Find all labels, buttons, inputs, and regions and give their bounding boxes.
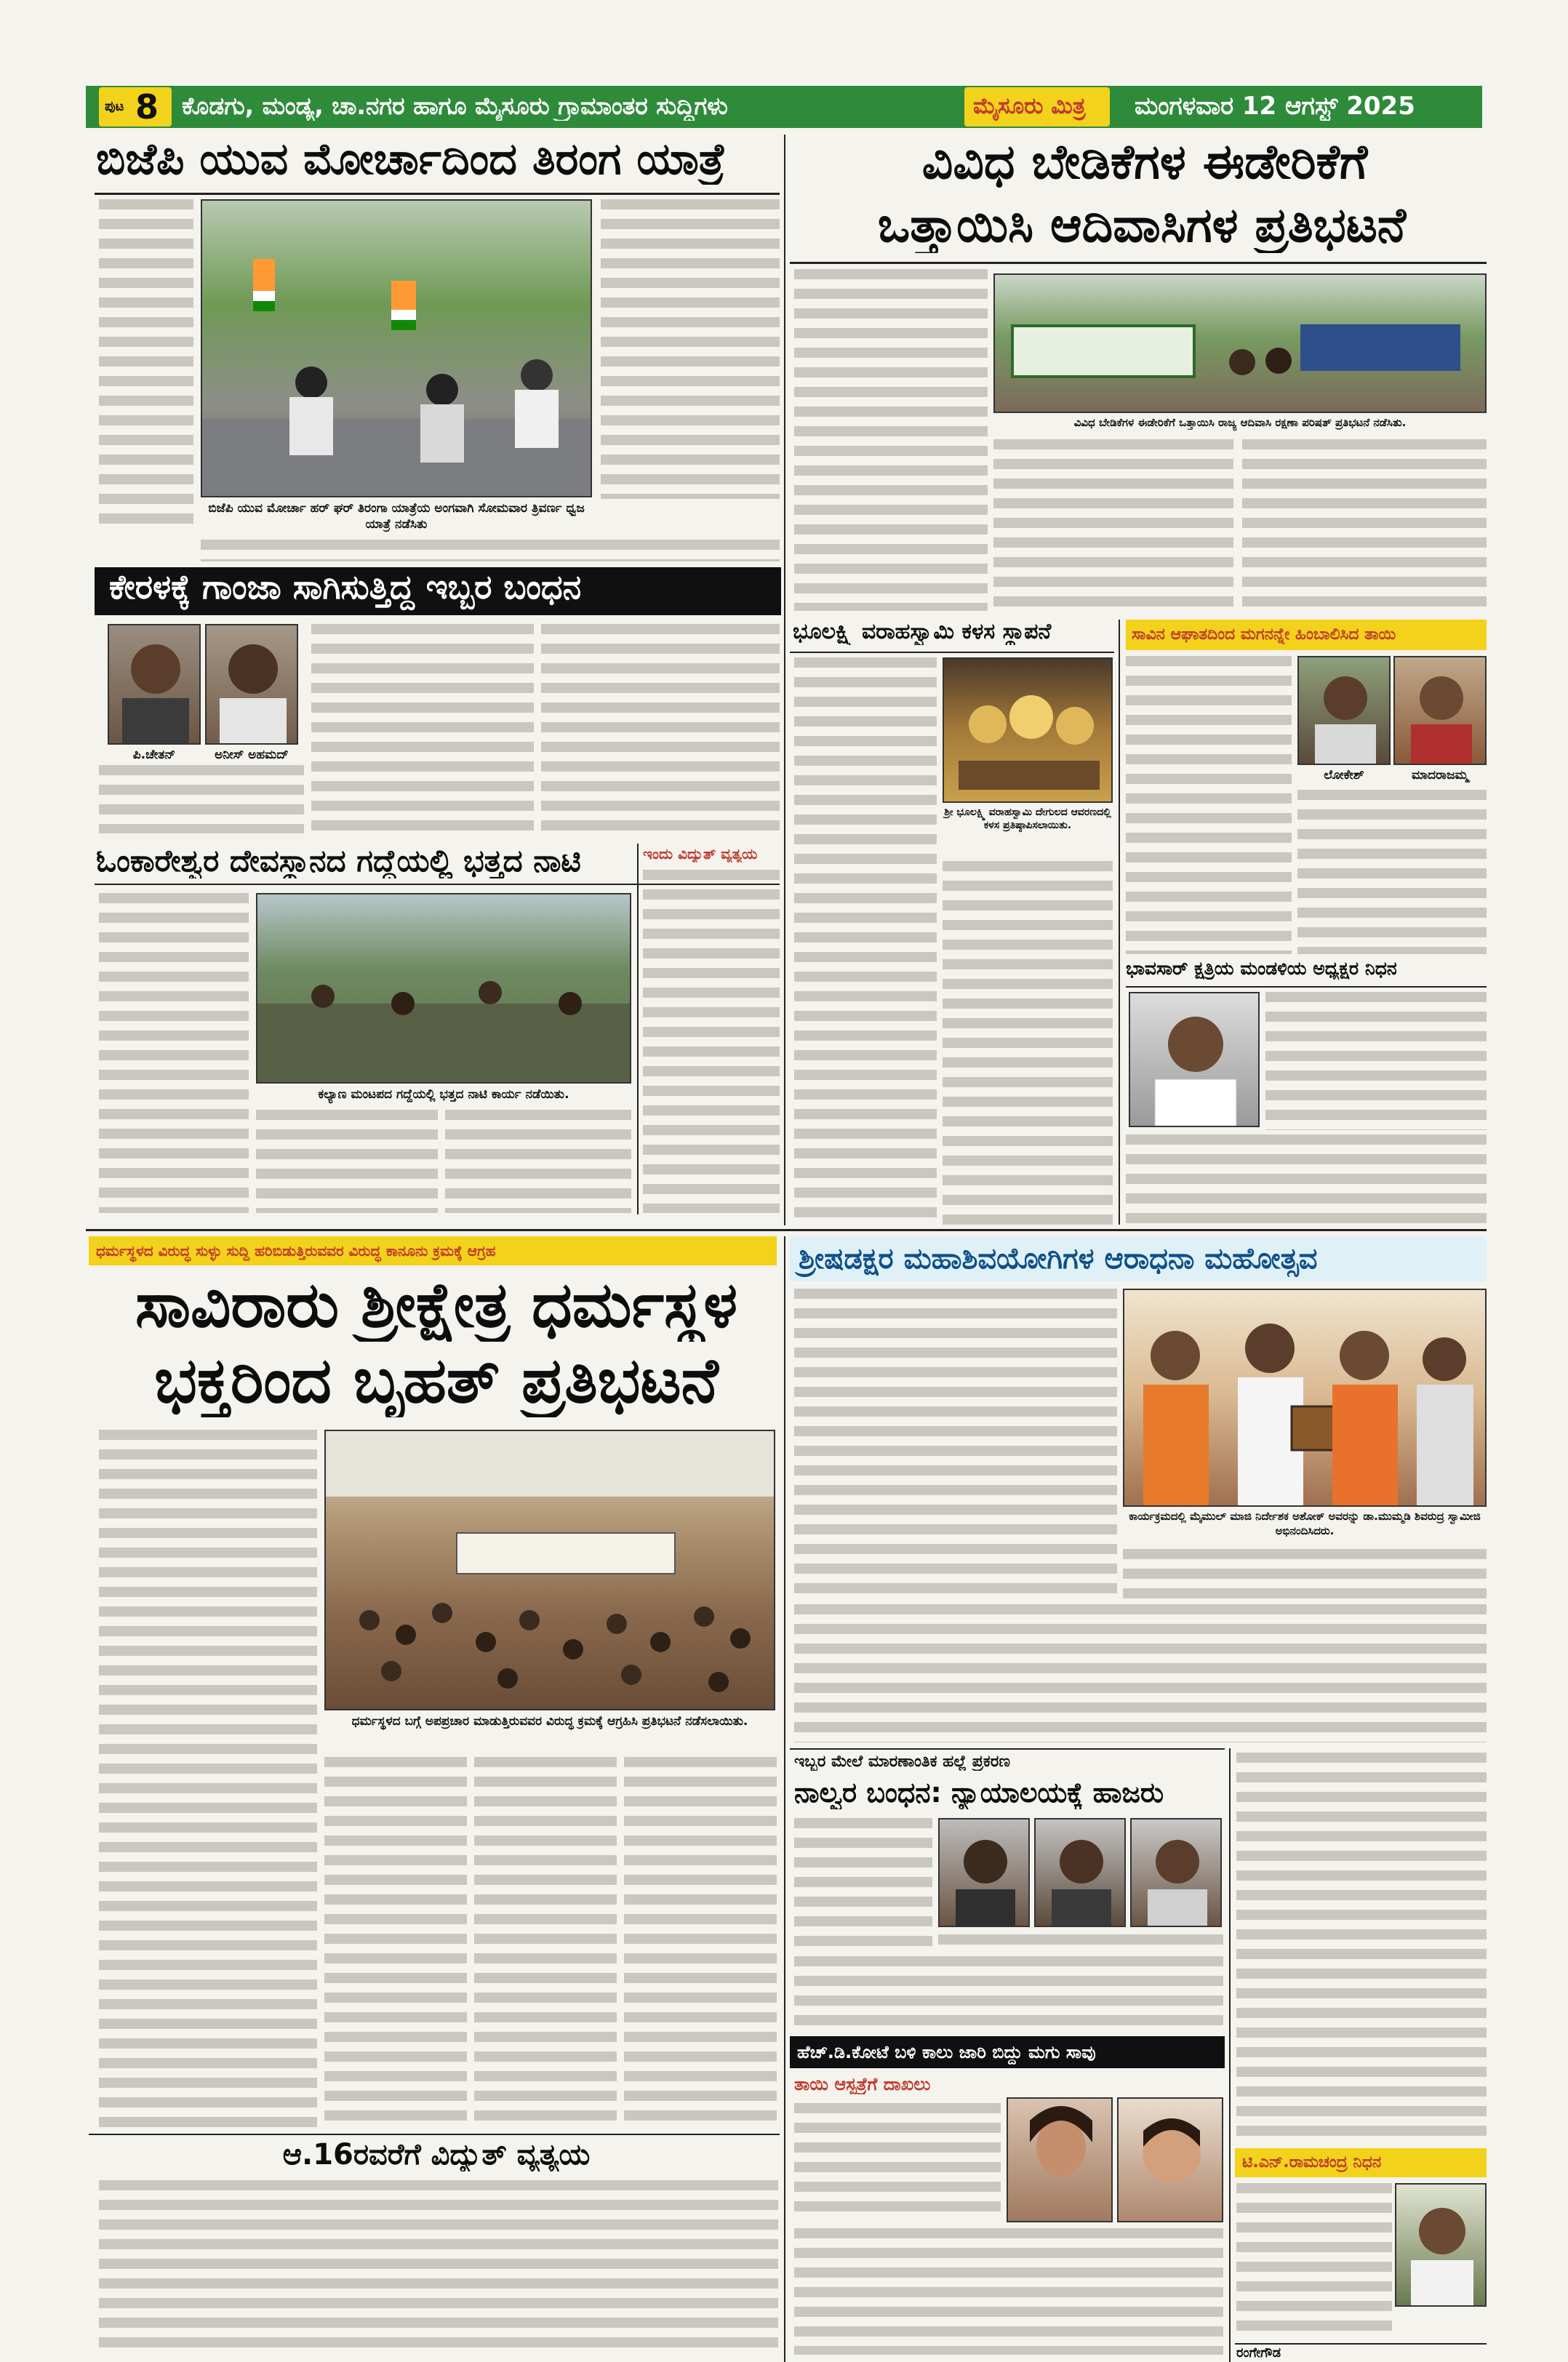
omkareshwara-field-photo [256,893,631,1084]
bhulakshmi-body-col2 [943,861,1113,1225]
ganja-headline: ಕೇರಳಕ್ಕೆ ಗಾಂಜಾ ಸಾಗಿಸುತ್ತಿದ್ದ ಇಬ್ಬರ ಬಂಧನ [95,567,781,615]
shadakshara-body-bottom [794,1604,1487,1742]
power-big-body [99,2180,778,2355]
divider [1229,1748,1231,2362]
bhavasar-body-bottom [1126,1134,1487,1225]
ganja-photo-1 [108,624,201,745]
omk-body-col4 [643,870,780,1213]
adivasi-headline-1: ವಿವಿಧ ಬೇಡಿಕೆಗಳ ಈಡೇರಿಕೆಗೆ [921,135,1368,190]
dharmasthala-kicker: ಧರ್ಮಸ್ಥಳದ ವಿರುದ್ಧ ಸುಳ್ಳು ಸುದ್ದಿ ಹರಿಬಿಡುತ್ತಿರುವವರ ವಿರುದ್ಧ ಕಾನೂನು ಕ್ರಮಕ್ಕೆ ಆಗ್ರಹ [89,1236,777,1265]
assault-body-col2 [938,1934,1223,1950]
bhavasar-president-photo [1129,992,1260,1127]
assault-kicker: ಇಬ್ಬರ ಮೇಲೆ ಮಾರಣಾಂತಿಕ ಹಲ್ಲೆ ಪ್ರಕರಣ [794,1753,1010,1771]
power-small-headline: ಇಂದು ವಿದ್ಯುತ್ ವ್ಯತ್ಯಯ [643,845,758,862]
mother-body-col2 [1297,790,1487,954]
shadakshara-headline: ಶ್ರೀಷಡಕ್ಷರ ಮಹಾಶಿವಯೋಗಿಗಳ ಆರಾಧನಾ ಮಹೋತ್ಸವ [790,1236,1487,1281]
dharmasthala-caption: ಧರ್ಮಸ್ಥಳದ ಬಗ್ಗೆ ಅಪಪ್ರಚಾರ ಮಾಡುತ್ತಿರುವವರ ವಿರುದ್ಧ ಕ್ರಮಕ್ಕೆ ಆಗ್ರಹಿಸಿ ಪ್ರತಿಭಟನೆ ನಡೆಸಲಾಯಿತು. [351,1714,748,1729]
divider [790,652,1114,653]
dharmasthala-body-col3 [474,1757,617,2128]
adivasi-body-col3 [1242,439,1487,611]
dharmasthala-body-col2 [324,1757,467,2128]
divider [790,262,1487,264]
accused-photo-2 [1034,1818,1126,1927]
rally-illustration [202,201,592,497]
bjp-body-col1 [99,199,193,527]
shadakshara-ceremony-photo [1123,1289,1487,1507]
shadakshara-caption: ಕಾರ್ಯಕ್ರಮದಲ್ಲಿ ಮೈಮುಲ್ ಮಾಜಿ ನಿರ್ದೇಶಕ ಅಶೋಕ್ ಅವರನ್ನು ಡಾ.ಮುಮ್ಮಡಿ ಶಿವರುದ್ರ ಸ್ವಾಮೀಜಿ ಅಭಿನಂದಿಸಿದರು. [1129,1510,1481,1537]
lokesh-photo [1297,656,1391,765]
accused-photo-3 [1130,1818,1222,1927]
bjp-caption: ಬಿಜೆಪಿ ಯುವ ಮೋರ್ಚಾ ಹರ್ ಘರ್ ತಿರಂಗಾ ಯಾತ್ರೆಯ ಅಂಗವಾಗಿ ಸೋಮವಾರ ತ್ರಿವರ್ಣ ಧ್ವಜ ಯಾತ್ರೆ ನಡೆಸಿತು [208,501,585,532]
divider [86,1229,1487,1231]
accused-photo-1 [938,1818,1030,1927]
bhulakshmi-temple-photo [943,657,1113,803]
child-death-headline: ಹೆಚ್.ಡಿ.ಕೋಟೆ ಬಳಿ ಕಾಲು ಜಾರಿ ಬಿದ್ದು ಮಗು ಸಾವು [790,2036,1225,2068]
page-label: ಪುಟ [105,99,124,114]
omkareshwara-caption: ಕಲ್ಯಾಣ ಮಂಟಪದ ಗದ್ದೆಯಲ್ಲಿ ಭತ್ತದ ನಾಟಿ ಕಾರ್ಯ ನಡೆಯಿತು. [318,1087,569,1102]
child-body-col1 [794,2103,1001,2217]
bjp-headline: ಬಿಜೆಪಿ ಯುವ ಮೋರ್ಚಾದಿಂದ ತಿರಂಗ ಯಾತ್ರೆ [96,135,726,185]
adivasi-caption: ವಿವಿಧ ಬೇಡಿಕೆಗಳ ಈಡೇರಿಕೆಗೆ ಒತ್ತಾಯಿಸಿ ರಾಜ್ಯ ಆದಿವಾಸಿ ರಕ್ಷಣಾ ಪರಿಷತ್ ಪ್ರತಿಭಟನೆ ನಡೆಸಿತು. [1073,416,1407,429]
assault-body-bottom [794,1956,1223,2032]
dharmasthala-headline-2: ಭಕ್ತರಿಂದ ಬೃಹತ್ ಪ್ರತಿಭಟನೆ [154,1345,719,1417]
child-photo [1117,2097,1223,2222]
lokesh-name: ಲೋಕೇಶ್ [1324,768,1364,782]
bhulakshmi-caption: ಶ್ರೀ ಭೂಲಕ್ಷ್ಮಿ ವರಾಹಸ್ವಾಮಿ ದೇಗುಲದ ಆವರಣದಲ್ಲಿ ಕಳಸ ಪ್ರತಿಷ್ಠಾಪಿಸಲಾಯಿತು. [944,806,1111,832]
dharmasthala-crowd-photo [324,1430,775,1710]
divider [89,2134,780,2135]
section-title: ಕೊಡಗು, ಮಂಡ್ಯ, ಚಾ.ನಗರ ಹಾಗೂ ಮೈಸೂರು ಗ್ರಾಮಾಂತರ ಸುದ್ದಿಗಳು [182,92,728,120]
page-number-box [99,87,172,127]
adivasi-headline-2: ಒತ್ತಾಯಿಸಿ ಆದಿವಾಸಿಗಳ ಪ್ರತಿಭಟನೆ [877,198,1407,253]
bjp-body-col3 [601,199,780,499]
omk-body-col3 [445,1110,631,1213]
bhulakshmi-body-col1 [794,657,937,1225]
power-big-headline: ಆ.16ರವರೆಗೆ ವಿದ್ಯುತ್ ವ್ಯತ್ಯಯ [282,2138,591,2171]
shadakshara-body-right [1123,1549,1487,1598]
ramachandra-photo [1395,2183,1487,2307]
shadakshara-body-top [794,1289,1117,1598]
assault-headline: ನಾಲ್ವರ ಬಂಧನ: ನ್ಯಾಯಾಲಯಕ್ಕೆ ಹಾಜರು [794,1777,1164,1809]
paper-name-box [964,87,1110,127]
dharmasthala-body-col4 [624,1757,777,2128]
page-number: 8 [135,87,159,127]
divider [637,844,639,1214]
divider [790,1748,1225,1750]
dharmasthala-headline-1: ಸಾವಿರಾರು ಶ್ರೀಕ್ಷೇತ್ರ ಧರ್ಮಸ್ಥಳ [135,1270,738,1342]
adivasi-protest-photo [993,273,1487,413]
rangegowda-headline: ರಂಗೇಗೌಡ [1236,2346,1281,2361]
divider [1235,2343,1487,2345]
omk-body-col1 [99,893,249,1213]
divider [1126,986,1487,988]
divider [1119,620,1120,1225]
ganja-photo-2 [205,624,298,745]
assault-body-col1 [794,1818,932,1950]
ganja-body-right [541,624,780,835]
ramachandra-headline: ಟಿ.ಎನ್.ರಾಮಚಂದ್ರ ನಿಧನ [1235,2148,1487,2177]
mother-photo [1007,2097,1113,2222]
ganja-body-mid [311,624,534,835]
bjp-rally-photo [201,199,592,497]
ramachandra-body [1236,2183,1392,2340]
adivasi-body-col1 [794,269,988,611]
dharmasthala-body-col1 [99,1430,317,2128]
madarajamma-photo [1393,656,1487,765]
ganja-person-1: ಪಿ.ಚೇತನ್ [132,748,176,762]
divider [784,1236,785,2362]
omk-body-col2 [256,1110,438,1213]
divider [784,135,785,1225]
mother-body-col1 [1126,656,1292,954]
bhavasar-headline: ಭಾವಸಾರ್ ಕ್ಷತ್ರಿಯ ಮಂಡಳಿಯ ಅಧ್ಯಕ್ಷರ ನಿಧನ [1126,958,1397,979]
mother-death-headline: ಸಾವಿನ ಆಘಾತದಿಂದ ಮಗನನ್ನೇ ಹಿಂಬಾಲಿಸಿದ ತಾಯಿ [1126,620,1487,650]
right-col-continuation [1236,1753,1487,2142]
madarajamma-name: ಮಾದರಾಜಮ್ಮ [1411,768,1469,782]
bhulakshmi-headline: ಭೂಲಕ್ಷ್ಮಿ ವರಾಹಸ್ವಾಮಿ ಕಳಸ ಸ್ಥಾಪನೆ [793,620,1052,644]
child-death-subhead: ತಾಯಿ ಆಸ್ಪತ್ರೆಗೆ ದಾಖಲು [794,2074,931,2094]
issue-date: ಮಂಗಳವಾರ 12 ಆಗಸ್ಟ್ 2025 [1135,92,1415,121]
ganja-person-2: ಅನೀಸ್ ಅಹಮದ್ [215,748,289,762]
adivasi-body-col2 [993,439,1233,611]
omkareshwara-headline: ಓಂಕಾರೇಶ್ವರ ದೇವಸ್ಥಾನದ ಗದ್ದೆಯಲ್ಲಿ ಭತ್ತದ ನಾಟಿ [96,844,581,878]
ganja-body-left [99,765,304,833]
bjp-body-bottom [201,540,780,561]
paper-name: ಮೈಸೂರು ಮಿತ್ರ [973,93,1086,119]
child-body-bottom [794,2228,1223,2355]
divider [95,193,780,195]
bhavasar-body-right [1265,992,1487,1130]
